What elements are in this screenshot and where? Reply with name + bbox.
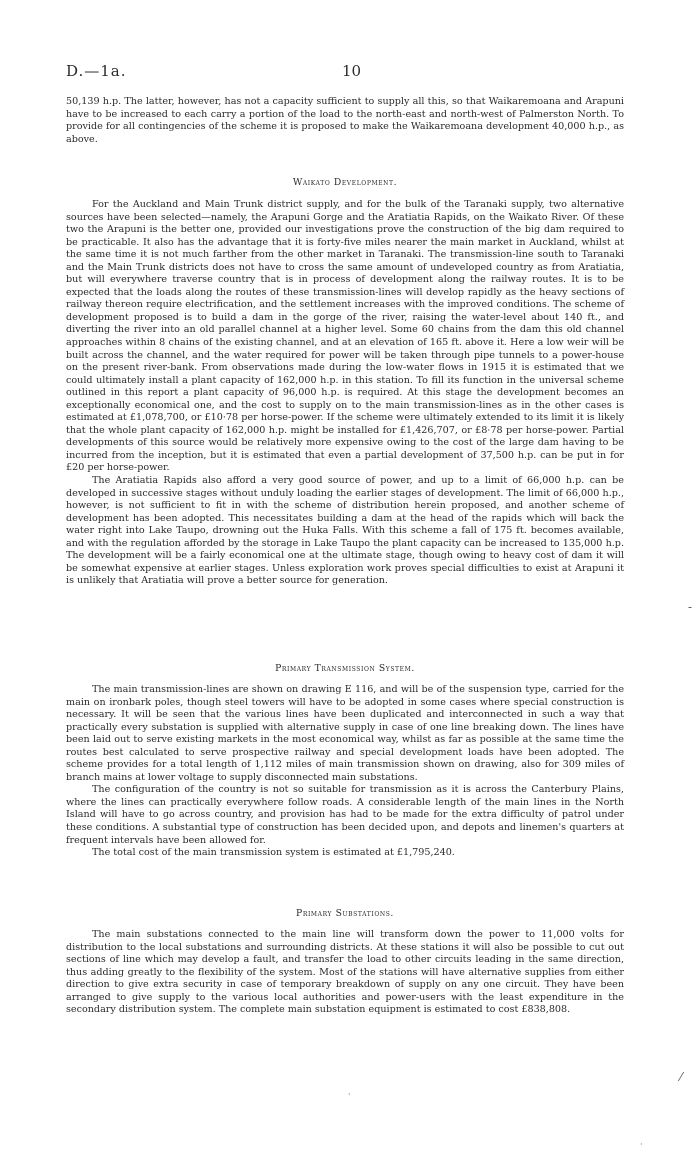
margin-dash-mark: ‐ (688, 600, 693, 614)
intro-block (66, 96, 624, 146)
heading-substations: Primary Substations. (296, 908, 394, 919)
waikato-paragraph-2: The Aratiatia Rapids also afford a very good source of power, and up to a limit of 66,000 h.p. can be developed in successive stages without unduly loading the earlier stages of development. The limit of 66,000 h.p., however, is not sufficient to fit in with the scheme of distribution herein proposed, and another scheme of development has been adopted. This necessitates building a dam at the head of the rapids which will back the water right into Lake Taupo, drowning out the Huka Falls. With this scheme a fall of 175 ft. becomes available, and with the regulation afforded by the storage in Lake Taupo the plant capacity can be increased to 135,000 h.p. The development will be a fairly economical one at the ultimate stage, though owing to heavy cost of dam it will be somewhat expensive at earlier stages. Unless exploration work proves special difficulties to exist at Arapuni it is unlikely that Aratiatia will prove a better source for generation. (66, 475, 624, 587)
heading-waikato: Waikato Development. (292, 177, 398, 188)
substations-paragraph-1: The main substations connected to the main line will transform down the power to 11,000 volts for distribution to the local substations and surrounding districts. At these stations it will also be possible to cut out sections of line which may develop a fault, and transfer the load to other circuits leading in the same direction, thus adding greatly to the flexibility of the system. Most of the stations will have alternative supplies from either direction to give extra security in case of temporary breakdown of supply on any one circuit. They have been arranged to give supply to the various local authorities and power-users with the least expenditure in the secondary distribution system. The complete main substation equipment is estimated to cost £838,808. (66, 929, 624, 1016)
substations-block (66, 929, 624, 1017)
transmission-paragraph-2: The configuration of the country is not so suitable for transmission as it is across the Canterbury Plains, where the lines can practically everywhere follow roads. A considerable length of the main lines in the North Island will have to go across country, and provision has had to be made for the extra difficulty of patrol under these conditions. A substantial type of construction has been decided upon, and depots and linemen's quarters at frequent intervals have been allowed for. (66, 784, 624, 846)
margin-pen-mark: ⁄ (680, 1070, 683, 1084)
section-code: D.—1a. (66, 62, 127, 80)
waikato-block (66, 199, 624, 588)
intro-paragraph: 50,139 h.p. The latter, however, has not a capacity sufficient to supply all this, so that Waikaremoana and Arapuni have to be increased to each carry a portion of the load to the north-east and north-west of Palmerston North. To provide for all contingencies of the scheme it is proposed to make the Waikaremoana development 40,000 h.p., as above. (66, 96, 624, 145)
transmission-block (66, 684, 624, 860)
heading-transmission: Primary Transmission System. (275, 663, 415, 674)
transmission-paragraph-1: The main transmission-lines are shown on drawing E 116, and will be of the suspension type, carried for the main on ironbark poles, though steel towers will have to be adopted in some cases where special construction is necessary. It will be seen that the various lines have been duplicated and interconnected in such a way that practically every substation is supplied with alternative supply in case of one line breaking down. The lines have been laid out to serve existing markets in the most economical way, whilst as far as possible at the same time the routes best calculated to serve prospective railway and special development loads have been adopted. The scheme provides for a total length of 1,112 miles of main transmission shown on drawing, also for 309 miles of branch mains at lower voltage to supply disconnected main substations. (66, 684, 624, 783)
corner-dot-mark: · (640, 1140, 643, 1149)
waikato-paragraph-1: For the Auckland and Main Trunk district supply, and for the bulk of the Taranaki supply, two alternative sources have been selected—namely, the Arapuni Gorge and the Aratiatia Rapids, on the Waikato River. Of these two the Arapuni is the better one, provided our investigations prove the construction of the big dam required to be practicable. It also has the advantage that it is forty-five miles nearer the main market in Auckland, whilst at the same time it is not much farther from the other market in Taranaki. The transmission-line south to Taranaki and the Main Trunk districts does not have to cross the same amount of undeveloped country as from Aratiatia, but will everywhere traverse country that is in process of development along the railway routes. It is to be expected that the loads along the routes of these transmission-lines will develop rapidly as the heavy sections of railway thereon require electrification, and the settlement increases with the improved conditions. The scheme of development proposed is to build a dam in the gorge of the river, raising the water-level about 140 ft., and diverting the river into an old parallel channel at a higher level. Some 60 chains from the dam this old channel approaches within 8 chains of the existing channel, and at an elevation of 165 ft. above it. Here a low weir will be built across the channel, and the water required for power will be taken through pipe tunnels to a power-house on the present river-bank. From observations made during the low-water flows in 1915 it is estimated that we could ultimately install a plant capacity of 162,000 h.p. in this station. To fill its function in the universal scheme outlined in this report a plant capacity of 96,000 h.p. is required. At this stage the development becomes an exceptionally economical one, and the cost to supply on to the main transmission-lines as in the other cases is estimated at £1,078,700, or £10·78 per horse-power. If the scheme were ultimately extended to its limit it is likely that the whole plant capacity of 162,000 h.p. might be installed for £1,426,707, or £8·78 per horse-power. Partial developments of this source would be relatively more expensive owing to the cost of the large dam having to be incurred from the inception, but it is estimated that even a partial development of 37,500 h.p. can be put in for £20 per horse-power. (66, 199, 624, 474)
page-number: 10 (342, 62, 362, 80)
transmission-paragraph-3: The total cost of the main transmission system is estimated at £1,795,240. (92, 847, 455, 859)
dot-mark: · (348, 1090, 351, 1099)
